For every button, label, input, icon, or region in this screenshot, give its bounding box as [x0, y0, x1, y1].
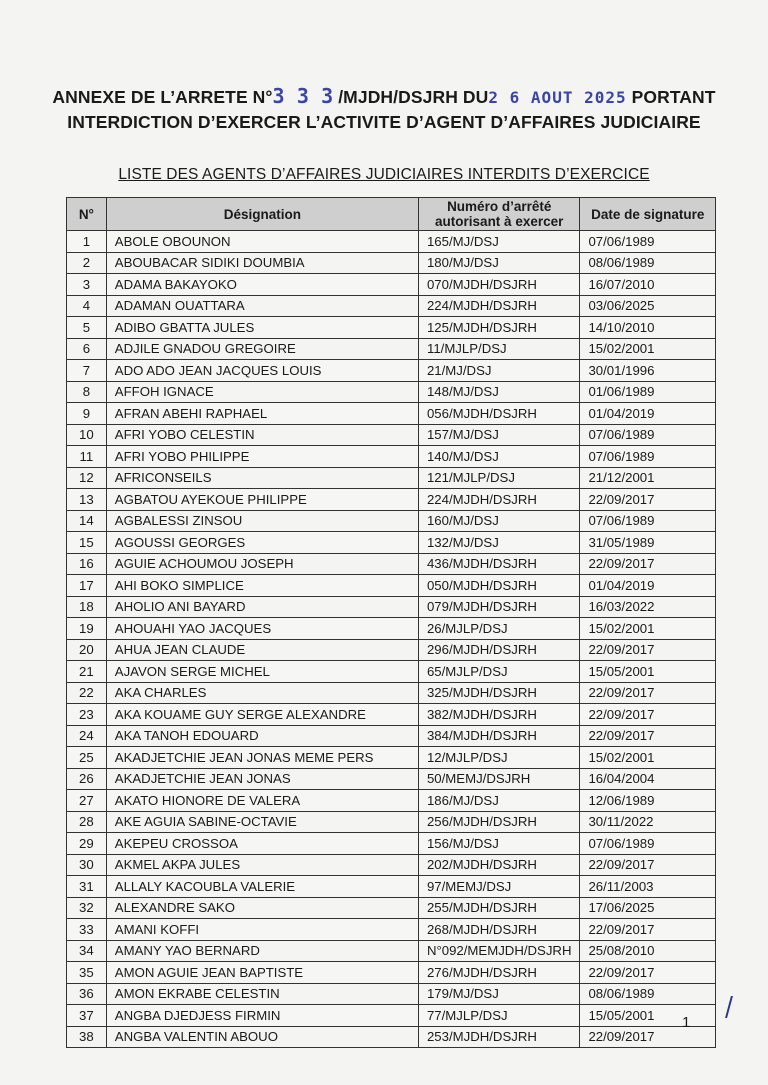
cell-date: 17/06/2025	[580, 897, 716, 919]
cell-designation: AGOUSSI GEORGES	[106, 532, 418, 554]
cell-num: 38	[67, 1026, 107, 1048]
cell-num: 26	[67, 768, 107, 790]
cell-designation: AMON EKRABE CELESTIN	[106, 983, 418, 1005]
cell-designation: AKMEL AKPA JULES	[106, 854, 418, 876]
title-line-1	[0, 84, 768, 110]
header-num: N°	[67, 198, 107, 231]
cell-designation: AMANI KOFFI	[106, 919, 418, 941]
cell-date: 15/05/2001	[580, 1005, 716, 1027]
cell-arrete: 160/MJ/DSJ	[418, 510, 580, 532]
table-row	[67, 403, 716, 425]
cell-arrete: 056/MJDH/DSJRH	[418, 403, 580, 425]
cell-designation: AHOLIO ANI BAYARD	[106, 596, 418, 618]
cell-num: 9	[67, 403, 107, 425]
cell-designation: AKADJETCHIE JEAN JONAS	[106, 768, 418, 790]
cell-arrete: 384/MJDH/DSJRH	[418, 725, 580, 747]
cell-arrete: 125/MJDH/DSJRH	[418, 317, 580, 339]
table-header-row	[67, 198, 716, 231]
cell-num: 29	[67, 833, 107, 855]
cell-designation: ADJILE GNADOU GREGOIRE	[106, 338, 418, 360]
cell-designation: AMANY YAO BERNARD	[106, 940, 418, 962]
table-row	[67, 489, 716, 511]
cell-num: 24	[67, 725, 107, 747]
cell-designation: AKATO HIONORE DE VALERA	[106, 790, 418, 812]
cell-date: 07/06/1989	[580, 424, 716, 446]
cell-date: 15/05/2001	[580, 661, 716, 683]
cell-arrete: 97/MEMJ/DSJ	[418, 876, 580, 898]
cell-num: 2	[67, 252, 107, 274]
cell-date: 21/12/2001	[580, 467, 716, 489]
header-date: Date de signature	[580, 198, 716, 231]
cell-date: 07/06/1989	[580, 510, 716, 532]
cell-num: 32	[67, 897, 107, 919]
cell-arrete: 65/MJLP/DSJ	[418, 661, 580, 683]
cell-num: 21	[67, 661, 107, 683]
cell-arrete: 224/MJDH/DSJRH	[418, 295, 580, 317]
table-row	[67, 833, 716, 855]
cell-arrete: 256/MJDH/DSJRH	[418, 811, 580, 833]
cell-arrete: 255/MJDH/DSJRH	[418, 897, 580, 919]
cell-designation: AFFOH IGNACE	[106, 381, 418, 403]
table-row	[67, 682, 716, 704]
cell-arrete: 296/MJDH/DSJRH	[418, 639, 580, 661]
cell-arrete: 179/MJ/DSJ	[418, 983, 580, 1005]
cell-designation: AFRI YOBO CELESTIN	[106, 424, 418, 446]
cell-designation: AGBATOU AYEKOUE PHILIPPE	[106, 489, 418, 511]
table-row	[67, 983, 716, 1005]
cell-num: 23	[67, 704, 107, 726]
cell-date: 01/04/2019	[580, 403, 716, 425]
table-row	[67, 940, 716, 962]
cell-date: 22/09/2017	[580, 553, 716, 575]
table-row	[67, 897, 716, 919]
cell-designation: ABOUBACAR SIDIKI DOUMBIA	[106, 252, 418, 274]
cell-designation: AKA KOUAME GUY SERGE ALEXANDRE	[106, 704, 418, 726]
cell-arrete: 132/MJ/DSJ	[418, 532, 580, 554]
table-row	[67, 725, 716, 747]
table-row	[67, 274, 716, 296]
title-part-2: /MJDH/DSJRH DU	[338, 87, 489, 107]
cell-arrete: 186/MJ/DSJ	[418, 790, 580, 812]
cell-num: 34	[67, 940, 107, 962]
cell-num: 20	[67, 639, 107, 661]
document-title	[0, 84, 768, 134]
table-row	[67, 919, 716, 941]
cell-arrete: 224/MJDH/DSJRH	[418, 489, 580, 511]
cell-date: 16/03/2022	[580, 596, 716, 618]
header-arrete	[418, 198, 580, 231]
cell-num: 15	[67, 532, 107, 554]
header-designation: Désignation	[106, 198, 418, 231]
cell-date: 07/06/1989	[580, 446, 716, 468]
table-row	[67, 876, 716, 898]
cell-date: 01/04/2019	[580, 575, 716, 597]
cell-designation: ALEXANDRE SAKO	[106, 897, 418, 919]
cell-num: 18	[67, 596, 107, 618]
cell-designation: ANGBA DJEDJESS FIRMIN	[106, 1005, 418, 1027]
cell-designation: AHI BOKO SIMPLICE	[106, 575, 418, 597]
header-arrete-line-1: Numéro d’arrêté	[447, 199, 552, 214]
cell-designation: AKA TANOH EDOUARD	[106, 725, 418, 747]
cell-date: 22/09/2017	[580, 639, 716, 661]
cell-arrete: 325/MJDH/DSJRH	[418, 682, 580, 704]
table-row	[67, 854, 716, 876]
table-row	[67, 704, 716, 726]
cell-date: 30/01/1996	[580, 360, 716, 382]
cell-designation: ADAMAN OUATTARA	[106, 295, 418, 317]
cell-designation: AFRICONSEILS	[106, 467, 418, 489]
cell-num: 30	[67, 854, 107, 876]
cell-date: 31/05/1989	[580, 532, 716, 554]
cell-num: 36	[67, 983, 107, 1005]
cell-arrete: 276/MJDH/DSJRH	[418, 962, 580, 984]
cell-date: 14/10/2010	[580, 317, 716, 339]
table-row	[67, 252, 716, 274]
cell-num: 8	[67, 381, 107, 403]
cell-num: 11	[67, 446, 107, 468]
table-row	[67, 317, 716, 339]
table-row	[67, 510, 716, 532]
cell-arrete: 070/MJDH/DSJRH	[418, 274, 580, 296]
cell-arrete: 202/MJDH/DSJRH	[418, 854, 580, 876]
cell-designation: ANGBA VALENTIN ABOUO	[106, 1026, 418, 1048]
title-part-3: PORTANT	[631, 87, 716, 107]
cell-date: 15/02/2001	[580, 747, 716, 769]
table-row	[67, 381, 716, 403]
cell-num: 13	[67, 489, 107, 511]
list-subtitle: LISTE DES AGENTS D’AFFAIRES JUDICIAIRES INTERDITS D’EXERCICE	[118, 166, 650, 183]
cell-arrete: 26/MJLP/DSJ	[418, 618, 580, 640]
cell-arrete: 121/MJLP/DSJ	[418, 467, 580, 489]
cell-designation: ADIBO GBATTA JULES	[106, 317, 418, 339]
table-row	[67, 467, 716, 489]
cell-date: 01/06/1989	[580, 381, 716, 403]
cell-date: 30/11/2022	[580, 811, 716, 833]
table-row	[67, 747, 716, 769]
cell-date: 22/09/2017	[580, 725, 716, 747]
cell-arrete: 11/MJLP/DSJ	[418, 338, 580, 360]
cell-designation: ALLALY KACOUBLA VALERIE	[106, 876, 418, 898]
cell-num: 7	[67, 360, 107, 382]
cell-designation: AKE AGUIA SABINE-OCTAVIE	[106, 811, 418, 833]
cell-designation: AMON AGUIE JEAN BAPTISTE	[106, 962, 418, 984]
cell-date: 08/06/1989	[580, 252, 716, 274]
cell-arrete: 436/MJDH/DSJRH	[418, 553, 580, 575]
cell-arrete: 157/MJ/DSJ	[418, 424, 580, 446]
table-row	[67, 618, 716, 640]
cell-num: 12	[67, 467, 107, 489]
table-row	[67, 1026, 716, 1048]
cell-date: 22/09/2017	[580, 1026, 716, 1048]
cell-arrete: 50/MEMJ/DSJRH	[418, 768, 580, 790]
cell-designation: ADO ADO JEAN JACQUES LOUIS	[106, 360, 418, 382]
table-row	[67, 575, 716, 597]
stamped-date: 2 6 AOUT 2025	[488, 88, 627, 107]
table-row	[67, 231, 716, 253]
cell-date: 07/06/1989	[580, 231, 716, 253]
cell-arrete: 050/MJDH/DSJRH	[418, 575, 580, 597]
cell-num: 37	[67, 1005, 107, 1027]
table-row	[67, 338, 716, 360]
stamped-number: 3 3 3	[272, 84, 334, 108]
cell-num: 17	[67, 575, 107, 597]
cell-designation: ABOLE OBOUNON	[106, 231, 418, 253]
table-row	[67, 446, 716, 468]
cell-designation: AFRAN ABEHI RAPHAEL	[106, 403, 418, 425]
cell-num: 33	[67, 919, 107, 941]
cell-arrete: 079/MJDH/DSJRH	[418, 596, 580, 618]
cell-date: 08/06/1989	[580, 983, 716, 1005]
cell-designation: AGBALESSI ZINSOU	[106, 510, 418, 532]
cell-date: 15/02/2001	[580, 338, 716, 360]
cell-arrete: 156/MJ/DSJ	[418, 833, 580, 855]
cell-date: 22/09/2017	[580, 489, 716, 511]
cell-arrete: 148/MJ/DSJ	[418, 381, 580, 403]
cell-num: 10	[67, 424, 107, 446]
cell-date: 26/11/2003	[580, 876, 716, 898]
cell-num: 31	[67, 876, 107, 898]
cell-date: 07/06/1989	[580, 833, 716, 855]
table-row	[67, 295, 716, 317]
table-row	[67, 596, 716, 618]
cell-num: 28	[67, 811, 107, 833]
cell-designation: AHUA JEAN CLAUDE	[106, 639, 418, 661]
cell-designation: AKA CHARLES	[106, 682, 418, 704]
cell-arrete: 12/MJLP/DSJ	[418, 747, 580, 769]
cell-num: 35	[67, 962, 107, 984]
table-row	[67, 811, 716, 833]
cell-designation: AJAVON SERGE MICHEL	[106, 661, 418, 683]
handwritten-mark	[725, 996, 741, 1018]
cell-designation: AKADJETCHIE JEAN JONAS MEME PERS	[106, 747, 418, 769]
cell-arrete: 21/MJ/DSJ	[418, 360, 580, 382]
cell-arrete: N°092/MEMJDH/DSJRH	[418, 940, 580, 962]
table-row	[67, 768, 716, 790]
cell-num: 25	[67, 747, 107, 769]
table-row	[67, 360, 716, 382]
cell-date: 25/08/2010	[580, 940, 716, 962]
cell-designation: AKEPEU CROSSOA	[106, 833, 418, 855]
table-row	[67, 424, 716, 446]
table-row	[67, 639, 716, 661]
agents-table	[66, 197, 716, 1048]
cell-num: 19	[67, 618, 107, 640]
table-row	[67, 532, 716, 554]
cell-num: 5	[67, 317, 107, 339]
cell-arrete: 165/MJ/DSJ	[418, 231, 580, 253]
table-row	[67, 553, 716, 575]
cell-designation: AFRI YOBO PHILIPPE	[106, 446, 418, 468]
cell-designation: AGUIE ACHOUMOU JOSEPH	[106, 553, 418, 575]
cell-date: 03/06/2025	[580, 295, 716, 317]
page-number: 1	[682, 1014, 691, 1031]
cell-date: 22/09/2017	[580, 704, 716, 726]
cell-arrete: 382/MJDH/DSJRH	[418, 704, 580, 726]
cell-num: 16	[67, 553, 107, 575]
cell-arrete: 253/MJDH/DSJRH	[418, 1026, 580, 1048]
cell-arrete: 77/MJLP/DSJ	[418, 1005, 580, 1027]
cell-date: 22/09/2017	[580, 682, 716, 704]
cell-date: 16/04/2004	[580, 768, 716, 790]
cell-arrete: 180/MJ/DSJ	[418, 252, 580, 274]
cell-date: 12/06/1989	[580, 790, 716, 812]
cell-num: 1	[67, 231, 107, 253]
table-row	[67, 962, 716, 984]
cell-designation: ADAMA BAKAYOKO	[106, 274, 418, 296]
cell-num: 22	[67, 682, 107, 704]
table-row	[67, 1005, 716, 1027]
cell-date: 22/09/2017	[580, 854, 716, 876]
cell-num: 27	[67, 790, 107, 812]
header-arrete-line-2: autorisant à exercer	[435, 214, 564, 229]
cell-num: 6	[67, 338, 107, 360]
cell-num: 14	[67, 510, 107, 532]
table-row	[67, 790, 716, 812]
cell-designation: AHOUAHI YAO JACQUES	[106, 618, 418, 640]
cell-date: 22/09/2017	[580, 962, 716, 984]
table-body	[67, 231, 716, 1048]
cell-arrete: 140/MJ/DSJ	[418, 446, 580, 468]
table-row	[67, 661, 716, 683]
title-line-2: INTERDICTION D’EXERCER L’ACTIVITE D’AGENT D’AFFAIRES JUDICIAIRE	[67, 112, 701, 132]
cell-date: 22/09/2017	[580, 919, 716, 941]
cell-num: 4	[67, 295, 107, 317]
title-part-1: ANNEXE DE L’ARRETE N°	[52, 87, 273, 107]
cell-num: 3	[67, 274, 107, 296]
cell-arrete: 268/MJDH/DSJRH	[418, 919, 580, 941]
cell-date: 16/07/2010	[580, 274, 716, 296]
cell-date: 15/02/2001	[580, 618, 716, 640]
